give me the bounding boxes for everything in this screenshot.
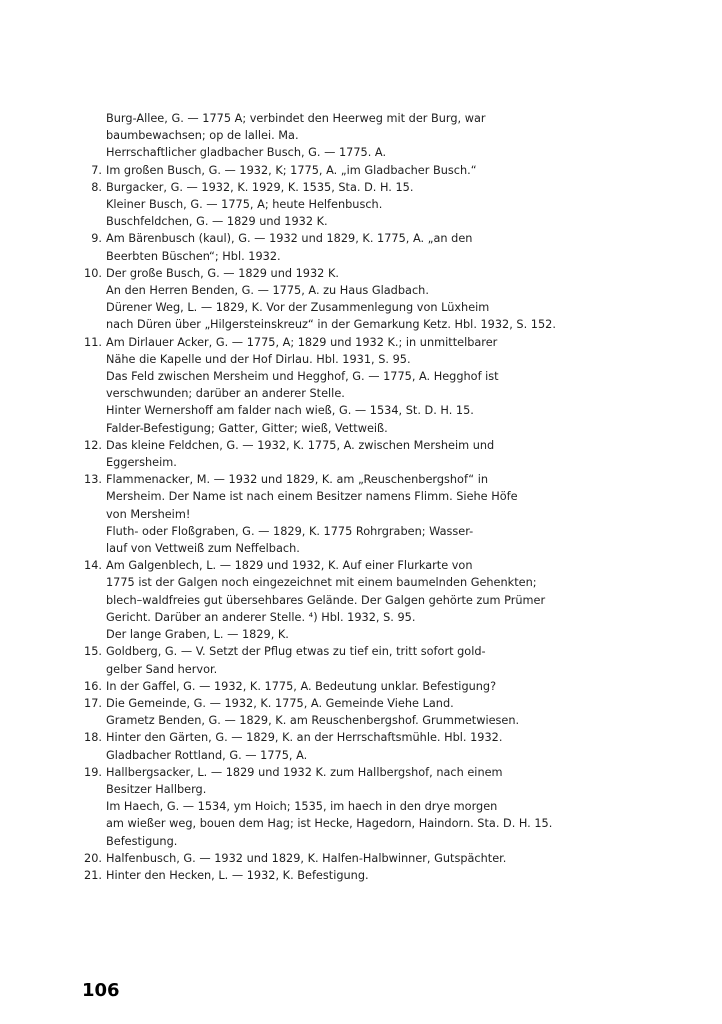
entry-line: von Mersheim! [106, 507, 191, 521]
entry [76, 110, 596, 162]
entry-line: Flammenacker, M. — 1932 und 1829, K. am „Reuschenbergshof“ in [106, 473, 489, 487]
entry-line: Gladbacher Rottland, G. — 1775, A. [106, 748, 308, 762]
entry [76, 643, 596, 677]
entry-number: 20. [84, 851, 102, 865]
entry-number: 19. [84, 765, 102, 779]
entry-line: Der große Busch, G. — 1829 und 1932 K. [106, 266, 339, 280]
entry-number: 8. [91, 180, 102, 194]
entry-body [106, 471, 596, 557]
entry-line: Mersheim. Der Name ist nach einem Besitzer namens Flimm. Siehe Höfe [106, 490, 518, 504]
entry-body [106, 557, 596, 643]
entry-line: nach Düren über „Hilgersteinskreuz“ in der Gemarkung Ketz. Hbl. 1932, S. 152. [106, 318, 556, 332]
entry-line: gelber Sand hervor. [106, 662, 218, 676]
entry-number: 9. [91, 232, 102, 246]
entry-line: Der lange Graben, L. — 1829, K. [106, 628, 289, 642]
entry [76, 230, 596, 264]
entry [76, 557, 596, 643]
entry-number: 7. [91, 163, 102, 177]
entry-line: Das kleine Feldchen, G. — 1932, K. 1775, A. zwischen Mersheim und [106, 438, 495, 452]
entry-body [106, 162, 596, 179]
entry-line: Halfenbusch, G. — 1932 und 1829, K. Halfen-Halbwinner, Gutspächter. [106, 851, 507, 865]
entry [76, 265, 596, 334]
entry [76, 850, 596, 867]
entry-line: lauf von Vettweiß zum Neffelbach. [106, 542, 300, 556]
entry-body [106, 678, 596, 695]
entry-line: Buschfeldchen, G. — 1829 und 1932 K. [106, 215, 328, 229]
entry-line: Im großen Busch, G. — 1932, K; 1775, A. „im Gladbacher Busch.“ [106, 163, 477, 177]
entry-line: blech–waldfreies gut übersehbares Gelände. Der Galgen gehörte zum Prümer [106, 593, 546, 607]
entry-line: am wießer weg, bouen dem Hag; ist Hecke, Hagedorn, Haindorn. Sta. D. H. 15. [106, 817, 553, 831]
entry-line: Hinter Wernershoff am falder nach wieß, G. — 1534, St. D. H. 15. [106, 404, 474, 418]
entry-line: Nähe die Kapelle und der Hof Dirlau. Hbl. 1931, S. 95. [106, 352, 411, 366]
entry-body [106, 695, 596, 729]
entry [76, 764, 596, 850]
entry [76, 334, 596, 437]
entry-line: Kleiner Busch, G. — 1775, A; heute Helfenbusch. [106, 198, 383, 212]
entry-number: 15. [84, 645, 102, 659]
entry-line: Goldberg, G. — V. Setzt der Pflug etwas zu tief ein, tritt sofort gold- [106, 645, 486, 659]
entry-line: Am Bärenbusch (kaul), G. — 1932 und 1829, K. 1775, A. „an den [106, 232, 473, 246]
entry-line: Die Gemeinde, G. — 1932, K. 1775, A. Gemeinde Viehe Land. [106, 696, 454, 710]
entry [76, 729, 596, 763]
entry-line: Burgacker, G. — 1932, K. 1929, K. 1535, Sta. D. H. 15. [106, 180, 414, 194]
entry-line: Falder-Befestigung; Gatter, Gitter; wieß, Vettweiß. [106, 421, 388, 435]
entry-line: Beerbten Büschen“; Hbl. 1932. [106, 249, 281, 263]
entry [76, 695, 596, 729]
entry [76, 678, 596, 695]
entry-line: Hallbergsacker, L. — 1829 und 1932 K. zum Hallbergshof, nach einem [106, 765, 503, 779]
entry-line: Das Feld zwischen Mersheim und Hegghof, G. — 1775, A. Hegghof ist [106, 370, 499, 384]
entry-number: 17. [84, 696, 102, 710]
entry-number: 14. [84, 559, 102, 573]
entry-line: Hinter den Hecken, L. — 1932, K. Befestigung. [106, 868, 369, 882]
entry-line: An den Herren Benden, G. — 1775, A. zu Haus Gladbach. [106, 284, 429, 298]
entry-body [106, 265, 596, 334]
entry-line: verschwunden; darüber an anderer Stelle. [106, 387, 345, 401]
entry-line: Im Haech, G. — 1534, ym Hoich; 1535, im haech in den drye morgen [106, 800, 498, 814]
entry-line: baumbewachsen; op de lallei. Ma. [106, 129, 299, 143]
entry-body [106, 764, 596, 850]
entry-line: Am Dirlauer Acker, G. — 1775, A; 1829 und 1932 K.; in unmittelbarer [106, 335, 498, 349]
entry-number: 11. [84, 335, 102, 349]
entry-line: Grametz Benden, G. — 1829, K. am Reuschenbergshof. Grummetwiesen. [106, 714, 520, 728]
entry-line: In der Gaffel, G. — 1932, K. 1775, A. Bedeutung unklar. Befestigung? [106, 679, 497, 693]
entry-body [106, 643, 596, 677]
entry-body [106, 850, 596, 867]
entry [76, 471, 596, 557]
entry-line: Fluth- oder Floßgraben, G. — 1829, K. 1775 Rohrgraben; Wasser- [106, 524, 474, 538]
entry-line: Burg-Allee, G. — 1775 A; verbindet den Heerweg mit der Burg, war [106, 112, 486, 125]
entry-body [106, 179, 596, 231]
entry-line: Am Galgenblech, L. — 1829 und 1932, K. Auf einer Flurkarte von [106, 559, 473, 573]
entry-body [106, 437, 596, 471]
entry [76, 179, 596, 231]
entry [76, 162, 596, 179]
entry-line: Besitzer Hallberg. [106, 782, 207, 796]
entry-body [106, 729, 596, 763]
entry-line: Hinter den Gärten, G. — 1829, K. an der Herrschaftsmühle. Hbl. 1932. [106, 731, 503, 745]
entry-body [106, 110, 596, 162]
entry-line: Eggersheim. [106, 456, 177, 470]
entry-line: 1775 ist der Galgen noch eingezeichnet mit einem baumelnden Gehenkten; [106, 576, 537, 590]
entry [76, 867, 596, 884]
entry-number [76, 110, 106, 162]
entry-number: 12. [84, 438, 102, 452]
entry-line: Herrschaftlicher gladbacher Busch, G. — 1775. A. [106, 146, 387, 160]
entry-line: Befestigung. [106, 834, 178, 848]
entry-body [106, 867, 596, 884]
entry-number: 13. [84, 473, 102, 487]
entry-number: 21. [84, 868, 102, 882]
entry-number: 16. [84, 679, 102, 693]
entry-body [106, 334, 596, 437]
entry-number: 18. [84, 731, 102, 745]
field-name-entries [76, 110, 596, 884]
entry-line: Gericht. Darüber an anderer Stelle. ⁴) Hbl. 1932, S. 95. [106, 610, 416, 624]
entry-number: 10. [84, 266, 102, 280]
page-number: 106 [82, 980, 120, 1001]
entry [76, 437, 596, 471]
entry-line: Dürener Weg, L. — 1829, K. Vor der Zusammenlegung von Lüxheim [106, 301, 490, 315]
entry-body [106, 230, 596, 264]
